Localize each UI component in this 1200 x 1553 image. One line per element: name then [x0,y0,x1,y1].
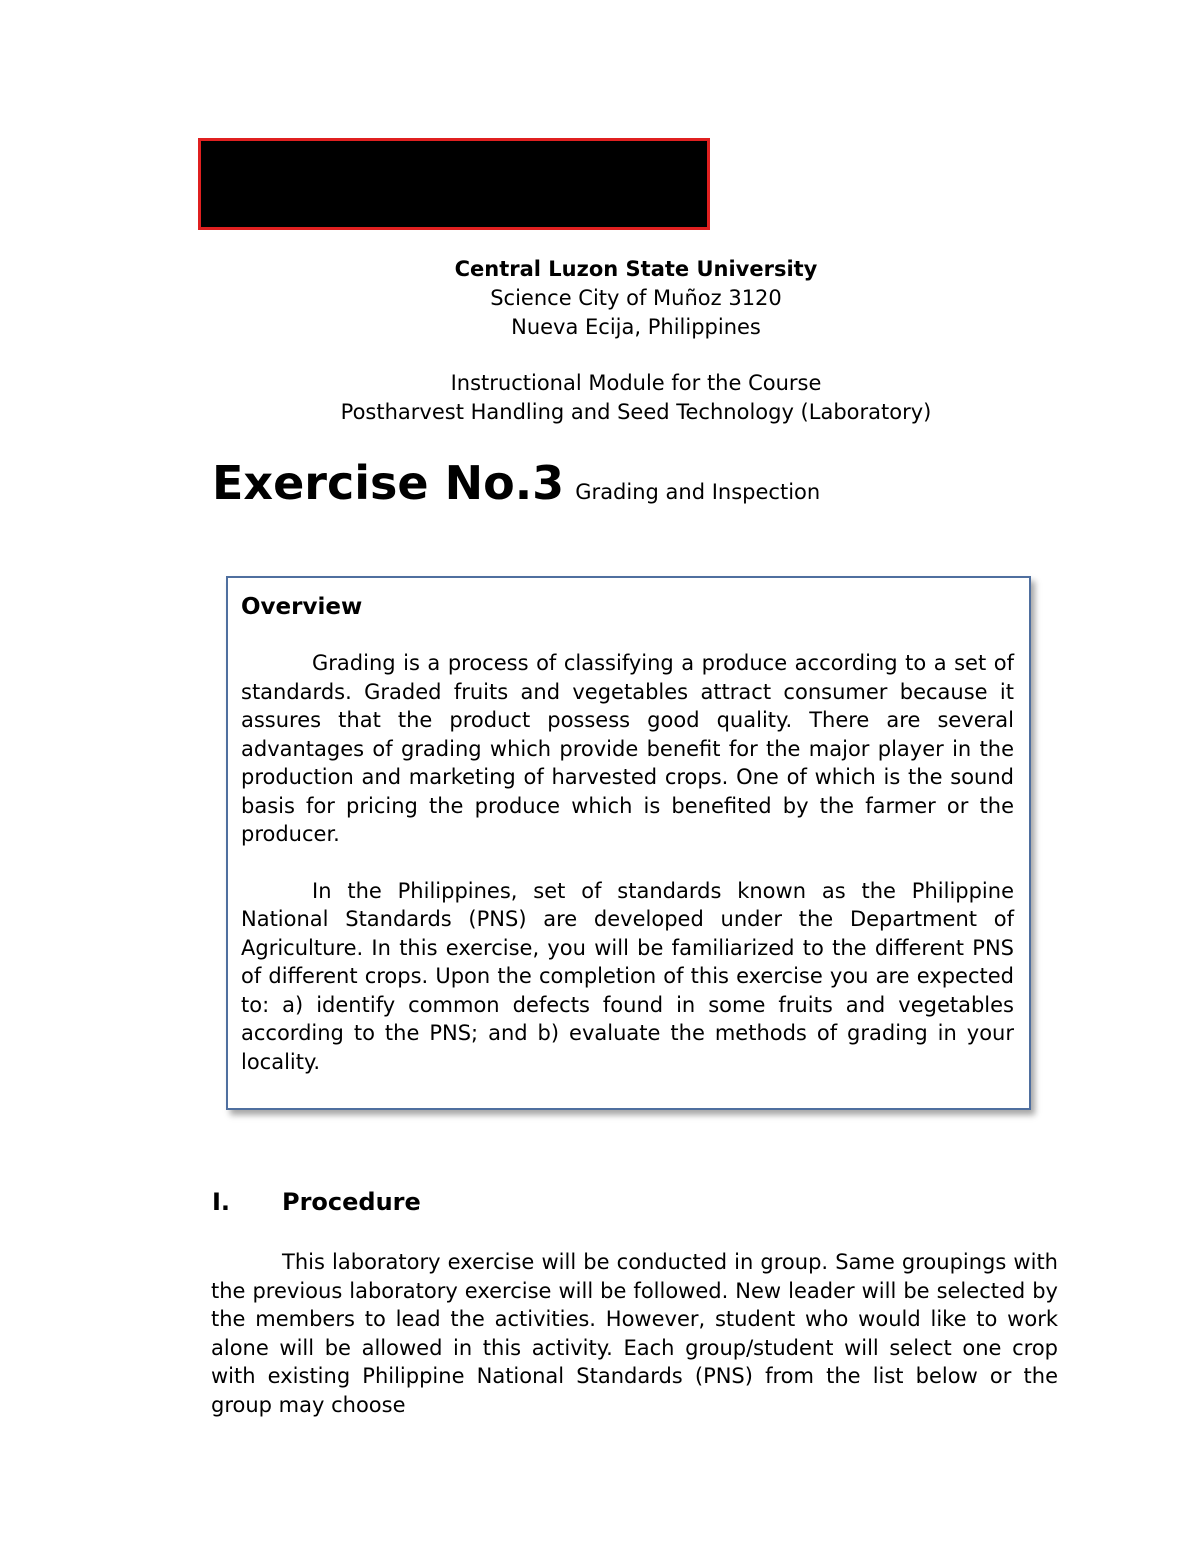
address-line-1: Science City of Muñoz 3120 [490,286,782,310]
document-header [0,255,1200,427]
address-line-2: Nueva Ecija, Philippines [511,315,761,339]
exercise-subtitle: Grading and Inspection [575,480,821,504]
redacted-logo-block [198,138,710,230]
overview-paragraph-2: In the Philippines, set of standards known as the Philippine National Standards (PNS) are developed under the Department of Agriculture. In this exercise, you will be familiarized to the different PNS of different crops. Upon the completion of this exercise you are expected to: a) identify common defects found in some fruits and vegetables according to the PNS; and b) evaluate the methods of grading in your locality. [241,878,1014,1074]
header-spacer [0,342,1200,369]
module-line-1: Instructional Module for the Course [450,371,822,395]
procedure-paragraph: This laboratory exercise will be conducted in group. Same groupings with the previous laboratory exercise will be followed. New leader will be selected by the members to lead the activities. However, student who would like to work alone will be allowed in this activity. Each group/student will select one crop with existing Philippine National Standards (PNS) from the list below or the group may choose [211,1250,1058,1417]
overview-paragraph-1: Grading is a process of classifying a produce according to a set of standards. Graded fruits and vegetables attract consumer because it assures that the product possess good quality. There are several advantages of grading which provide benefit for the major player in the production and marketing of harvested crops. One of which is the sound basis for pricing the produce which is benefited by the farmer or the producer. [241,651,1014,846]
overview-heading: Overview [241,594,363,620]
exercise-number: Exercise No.3 [212,456,565,510]
university-name: Central Luzon State University [454,257,818,281]
exercise-title [212,456,820,510]
procedure-title: Procedure [282,1188,421,1216]
procedure-numeral: I. [212,1188,231,1216]
module-line-2: Postharvest Handling and Seed Technology (Laboratory) [340,400,932,424]
procedure-heading [212,1186,421,1218]
overview-box [226,576,1031,1110]
